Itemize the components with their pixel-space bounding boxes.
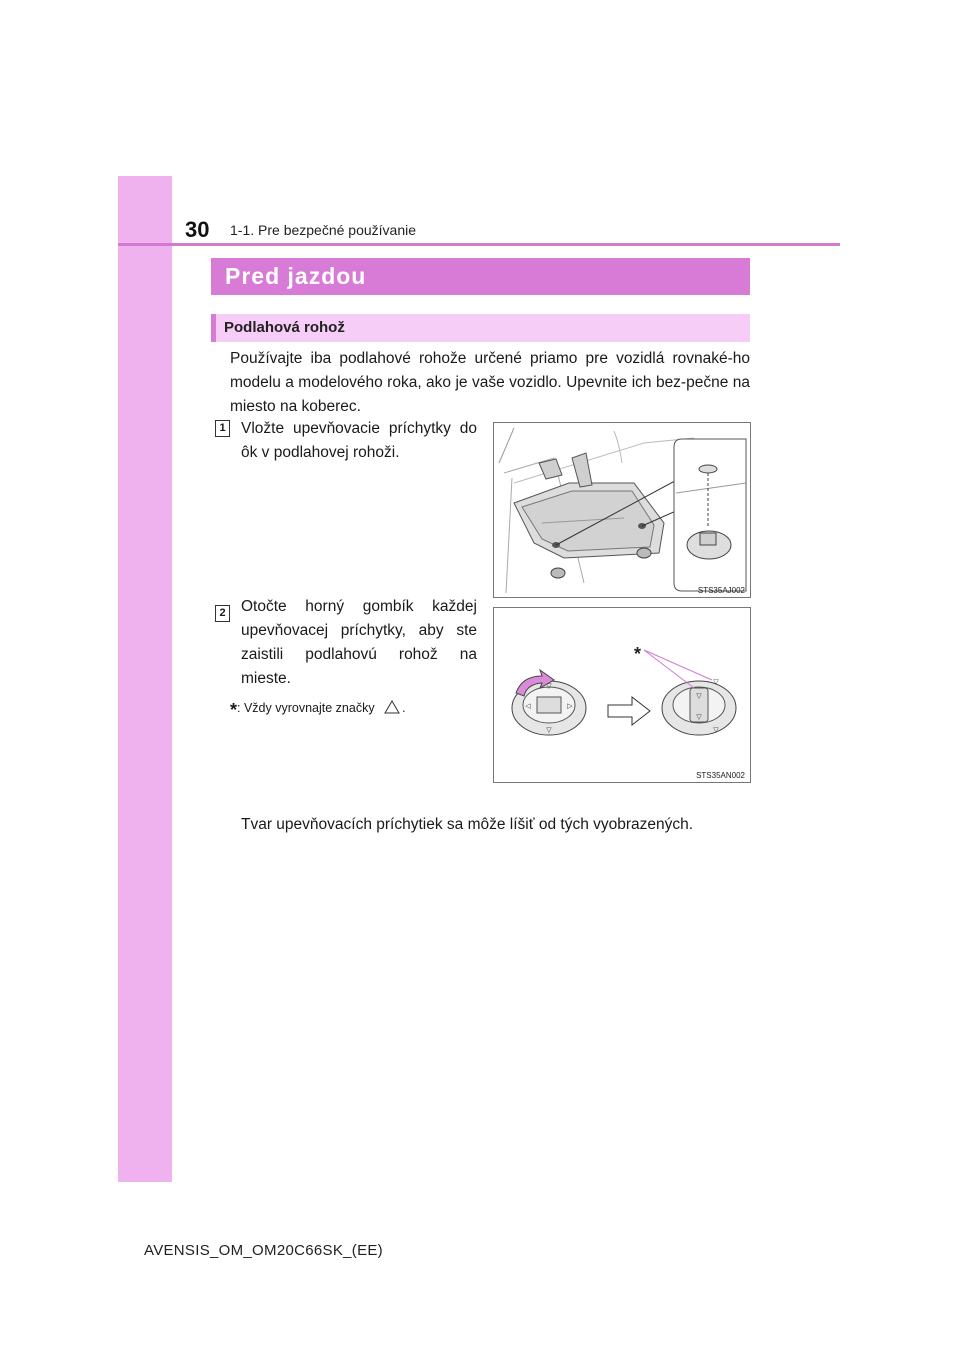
- note-text: : Vždy vyrovnajte značky: [237, 701, 375, 715]
- subsection-accent: [211, 314, 216, 342]
- step-2-badge: 2: [215, 605, 230, 622]
- chapter-title: 1-1. Pre bezpečné používanie: [230, 222, 417, 238]
- figure-code: STS35AJ002: [697, 586, 745, 595]
- figure-knob-rotation: [493, 607, 751, 783]
- figure-code: STS35AN002: [696, 771, 745, 780]
- svg-text:*: *: [634, 644, 642, 664]
- svg-text:◁: ◁: [525, 703, 531, 710]
- header-rule: [118, 243, 840, 246]
- svg-text:▽: ▽: [546, 727, 552, 734]
- section-title: Pred jazdou: [225, 263, 367, 289]
- note-end: .: [402, 701, 406, 715]
- step-1-text: Vložte upevňovacie príchytky do ôk v podlahovej rohoži.: [241, 420, 477, 461]
- intro-paragraph: Používajte iba podlahové rohože určené priamo pre vozidlá rovnaké-ho modelu a modelového roka, ako je vaše vozidlo. Upevnite ich bez-pečne na miesto na koberec.: [230, 350, 750, 415]
- subsection-banner: [211, 314, 750, 342]
- step-1-badge: 1: [215, 420, 230, 437]
- svg-text:▽: ▽: [696, 693, 702, 700]
- svg-text:▽: ▽: [713, 727, 719, 734]
- subsection-title: Podlahová rohož: [224, 319, 345, 336]
- note: [230, 696, 406, 720]
- figure-floor-mat-hooks: [493, 422, 751, 598]
- side-tab-band: [118, 176, 172, 1182]
- note-star: *: [230, 700, 238, 720]
- svg-text:▷: ▷: [567, 703, 573, 710]
- knob-rotation-illustration: [494, 608, 750, 782]
- step-2-text: Otočte horný gombík každej upevňovacej príchytky, aby ste zaistili podlahovú rohož na mieste.: [241, 598, 477, 687]
- triangle-mark-icon: [384, 700, 400, 714]
- tail-note: Tvar upevňovacích príchytiek sa môže líšiť od tých vyobrazených.: [241, 816, 694, 833]
- footer-code: AVENSIS_OM_OM20C66SK_(EE): [144, 1242, 383, 1259]
- svg-text:▽: ▽: [713, 679, 719, 686]
- section-banner: [211, 258, 750, 295]
- floor-mat-illustration: [494, 423, 750, 597]
- svg-text:▽: ▽: [696, 714, 702, 721]
- svg-text:▽: ▽: [546, 683, 552, 690]
- page-number: 30: [185, 217, 210, 242]
